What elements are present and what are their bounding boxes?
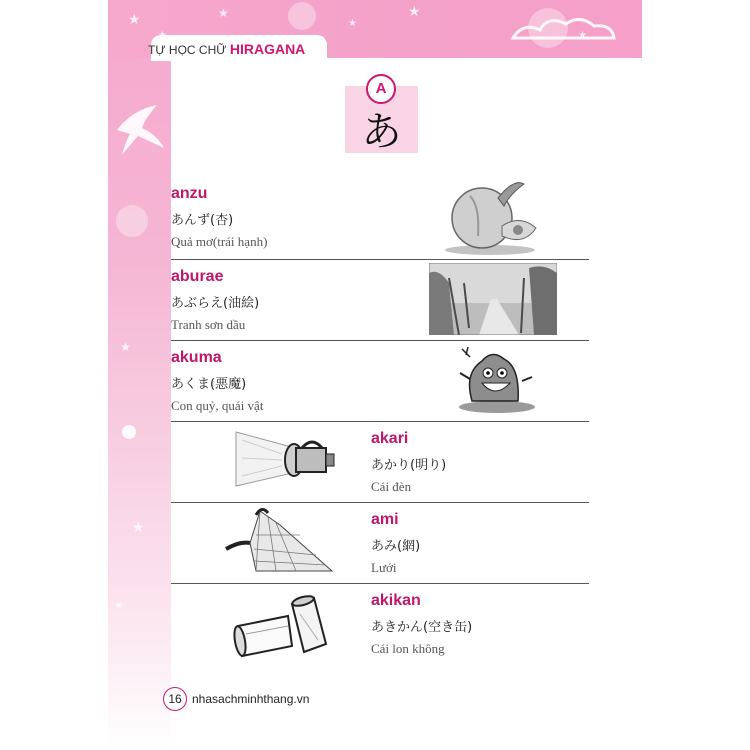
entry-meaning: Con quỷ, quái vật [171,398,264,413]
letter-romaji: A [366,74,396,104]
vocab-entry [371,592,472,657]
header-title [148,41,305,57]
cloud-icon [508,10,618,50]
star-icon: ★ [128,12,141,28]
entry-romaji: akari [371,430,409,447]
entry-kana: あぶらえ(油絵) [171,296,260,311]
entry-meaning: Tranh sơn dầu [171,317,246,332]
bubble-decoration [122,425,136,439]
header-hiragana-label: HIRAGANA [229,41,306,57]
monster-picture [452,343,537,415]
apricot-picture [440,176,540,256]
header-prefix: TỰ HỌC CHỮ [148,43,227,57]
entry-romaji: anzu [171,185,208,202]
entry-meaning: Cái lon không [371,641,445,656]
entry-romaji: akuma [171,349,222,366]
star-icon: ★ [114,600,123,611]
star-icon: ★ [348,18,357,29]
entry-romaji: ami [371,511,399,528]
entry-meaning: Cái đèn [371,479,412,494]
entry-kana: あくま(悪魔) [171,377,247,392]
flashlight-picture [232,426,337,490]
separator-line [171,340,589,341]
vocab-entry [171,268,259,333]
vocab-entry [371,511,420,576]
separator-line [171,502,589,503]
entry-meaning: Quả mơ(trái hạnh) [171,234,268,249]
page-number: 16 [163,687,187,711]
star-icon: ★ [408,4,421,20]
bubble-decoration [288,2,316,30]
entry-meaning: Lưới [371,560,397,575]
bubble-decoration [116,205,148,237]
star-icon: ★ [218,6,229,20]
separator-line [171,583,589,584]
separator-line [171,259,589,260]
entry-romaji: akikan [371,592,421,609]
vocab-entry [371,430,446,495]
website-url: nhasachminhthang.vn [192,692,310,706]
entry-kana: あみ(網) [371,539,421,554]
net-picture [220,505,340,575]
separator-line [171,421,589,422]
crane-icon [112,100,167,160]
star-icon: ★ [120,340,131,354]
letter-kana: あ [361,109,402,155]
vocab-entry [171,349,263,414]
entry-kana: あきかん(空き缶) [371,620,473,635]
star-icon: ★ [578,30,587,41]
vocab-entry [171,185,267,250]
entry-romaji: aburae [171,268,224,285]
entry-kana: あかり(明り) [371,458,447,473]
entry-kana: あんず(杏) [171,213,234,228]
empty-cans-picture [230,590,330,658]
oil-painting-picture [429,263,557,335]
star-icon: ★ [132,520,145,536]
